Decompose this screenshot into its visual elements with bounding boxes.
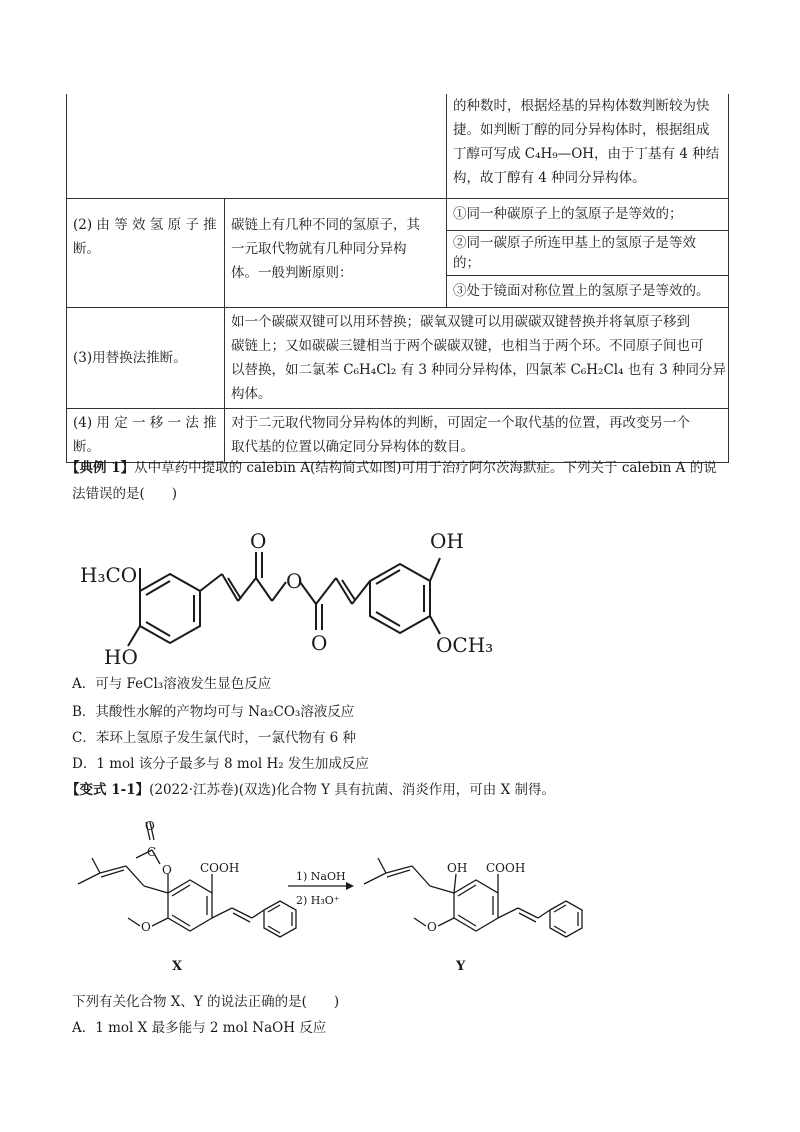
ho-label: HO: [104, 645, 138, 669]
reagent-2-label: 2) H₃O⁺: [296, 894, 340, 907]
y-oh-label: OH: [447, 861, 468, 875]
y-cooh-label: COOH: [486, 861, 526, 875]
method-cell: (4) 用 定 一 移 一 法 推 断。: [67, 408, 225, 462]
x-cooh-label: COOH: [200, 861, 240, 875]
reaction-arrow: [288, 882, 354, 890]
compound-y-bonds: [364, 858, 582, 937]
reagent-1-label: 1) NaOH: [296, 870, 346, 883]
method-cell: (3)用替换法推断。: [67, 307, 225, 408]
ester-oxygen-label: O: [286, 569, 303, 593]
calebin-a-structure: [0, 506, 800, 676]
reaction-scheme: [0, 808, 800, 988]
variant1-option-a: A．1 mol X 最多能与 2 mol NaOH 反应: [72, 1020, 327, 1036]
x-methoxy-oxygen-label: O: [141, 920, 151, 934]
table-row: [67, 408, 729, 462]
carbonyl-oxygen-label: O: [311, 631, 328, 655]
h3co-label: H₃CO: [80, 563, 138, 587]
description-cell: 碳链上有几种不同的氢原子，其 一元取代物就有几种同分异构 体。一般判断原则：: [225, 198, 447, 307]
och3-label: OCH₃: [436, 633, 494, 657]
example1-heading: 【典例 1】从中草药中提取的 calebin A(结构简式如图)可用于治疗阿尔茨海默症。下列关于 calebin A 的说: [66, 460, 717, 476]
x-ester-oxygen-label: O: [162, 863, 172, 877]
x-carbonyl-oxygen-label: O: [145, 819, 155, 833]
description-cell: 如一个碳碳双键可以用环替换；碳氧双键可以用碳碳双键替换并将氧原子移到 碳链上；又如碳碳三键相当于两个碳碳双键，也相当于两个环。不同原子间也可 以替换，如二氯苯 C₆H₄Cl₂ 有 3 种同分异构体，四氯苯 C₆H₂Cl₄ 也有 3 种同分异 构体。: [225, 307, 729, 408]
rule-cell: ①同一种碳原子上的氢原子是等效的；: [447, 198, 729, 230]
option-c: C．苯环上氢原子发生氯代时，一氯代物有 6 种: [72, 730, 357, 746]
y-methoxy-oxygen-label: O: [427, 920, 437, 934]
table-cell-continued: 的种数时，根据烃基的异构体数判断较为快 捷。如判断丁醇的同分异构体时，根据组成 丁醇可写成 C₄H₉—OH，由于丁基有 4 种结 构，故丁醇有 4 种同分异构体。: [447, 94, 729, 198]
calebin-bonds: [128, 552, 440, 646]
compound-y-label: Y: [456, 959, 466, 974]
rule-cell: ②同一碳原子所连甲基上的氢原子是等效 的；: [447, 230, 729, 275]
method-cell: (2) 由 等 效 氢 原 子 推 断。: [67, 198, 225, 307]
ketone-oxygen-label: O: [250, 529, 267, 553]
description-cell: 对于二元取代物同分异构体的判断，可固定一个取代基的位置，再改变另一个 取代基的位置以确定同分异构体的数目。: [225, 408, 729, 462]
rule-cell: ③处于镜面对称位置上的氢原子是等效的。: [447, 275, 729, 307]
option-d: D．1 mol 该分子最多与 8 mol H₂ 发生加成反应: [72, 756, 369, 772]
oh-label: OH: [430, 529, 464, 553]
compound-x-label: X: [172, 959, 183, 974]
compound-x-bonds: [78, 822, 296, 937]
option-a: A．可与 FeCl₃溶液发生显色反应: [72, 676, 272, 692]
isomer-method-table: [66, 94, 729, 463]
table-row: [67, 307, 729, 408]
variant1-heading: 【变式 1-1】(2022·江苏卷)(双选)化合物 Y 具有抗菌、消炎作用，可由 X 制得。: [66, 782, 555, 798]
x-carbon-label: C: [147, 845, 157, 859]
example1-heading-cont: 法错误的是( ): [72, 486, 178, 502]
table-row: [67, 198, 729, 230]
option-b: B．其酸性水解的产物均可与 Na₂CO₃溶液反应: [72, 704, 355, 720]
table-row: [67, 94, 729, 198]
variant1-question: 下列有关化合物 X、Y 的说法正确的是( ): [72, 994, 340, 1010]
